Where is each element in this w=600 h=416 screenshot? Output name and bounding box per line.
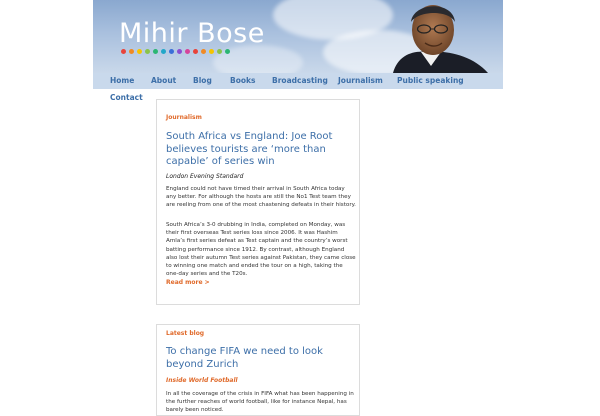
color-dot — [129, 49, 134, 54]
nav-about[interactable]: About — [151, 76, 177, 85]
article-source: London Evening Standard — [166, 173, 244, 180]
article-paragraph: In all the coverage of the crisis in FIFA what has been happening in the further reaches of world football, like for instance Nepal, has barely been noticed. — [166, 391, 354, 414]
article-source: Inside World Football — [166, 377, 238, 384]
right-margin — [503, 0, 600, 400]
color-dot — [161, 49, 166, 54]
color-dot — [145, 49, 150, 54]
portrait-photo — [353, 0, 503, 73]
color-dot — [121, 49, 126, 54]
color-dot — [153, 49, 158, 54]
color-dot — [193, 49, 198, 54]
site-title-link[interactable]: Mihir Bose — [119, 18, 265, 49]
color-dot — [225, 49, 230, 54]
article-paragraph: England could not have timed their arrival in South Africa today any better. For although the hosts are still the No1 Test team they are reeling from one of the most chastening defeats in their history. — [166, 186, 356, 209]
color-dot — [185, 49, 190, 54]
color-dot — [137, 49, 142, 54]
color-dot — [201, 49, 206, 54]
color-dot — [209, 49, 214, 54]
article-headline-link[interactable]: To change FIFA we need to look beyond Zurich — [166, 346, 323, 370]
nav-home[interactable]: Home — [110, 76, 135, 85]
color-dot — [177, 49, 182, 54]
left-margin — [0, 0, 93, 400]
read-more-link[interactable]: Read more > — [166, 279, 210, 286]
nav-public-speaking[interactable]: Public speaking — [397, 76, 464, 85]
color-dot — [169, 49, 174, 54]
section-label: Latest blog — [166, 330, 205, 337]
main-nav — [93, 73, 503, 89]
section-label: Journalism — [166, 114, 202, 121]
nav-blog[interactable]: Blog — [193, 76, 212, 85]
article-card-journalism — [156, 99, 360, 305]
nav-journalism[interactable]: Journalism — [338, 76, 383, 85]
nav-contact[interactable]: Contact — [110, 93, 143, 102]
article-paragraph: South Africa’s 3-0 drubbing in India, completed on Monday, was their first overseas Test series loss since 2006. It was Hashim Amla’s first series defeat as Test captain and the country’s worst batting performance since 1912. By contrast, although England also lost their autumn Test series against Pakistan, they came close to winning one match and ended the tour on a high, taking the one-day series and the T20s. — [166, 222, 356, 278]
rainbow-dots — [121, 49, 230, 54]
site-header — [93, 0, 503, 73]
article-card-latest-blog — [156, 324, 360, 416]
color-dot — [217, 49, 222, 54]
article-headline-link[interactable]: South Africa vs England: Joe Root believes tourists are ‘more than capable’ of series win — [166, 131, 333, 167]
nav-broadcasting[interactable]: Broadcasting — [272, 76, 328, 85]
nav-books[interactable]: Books — [230, 76, 256, 85]
